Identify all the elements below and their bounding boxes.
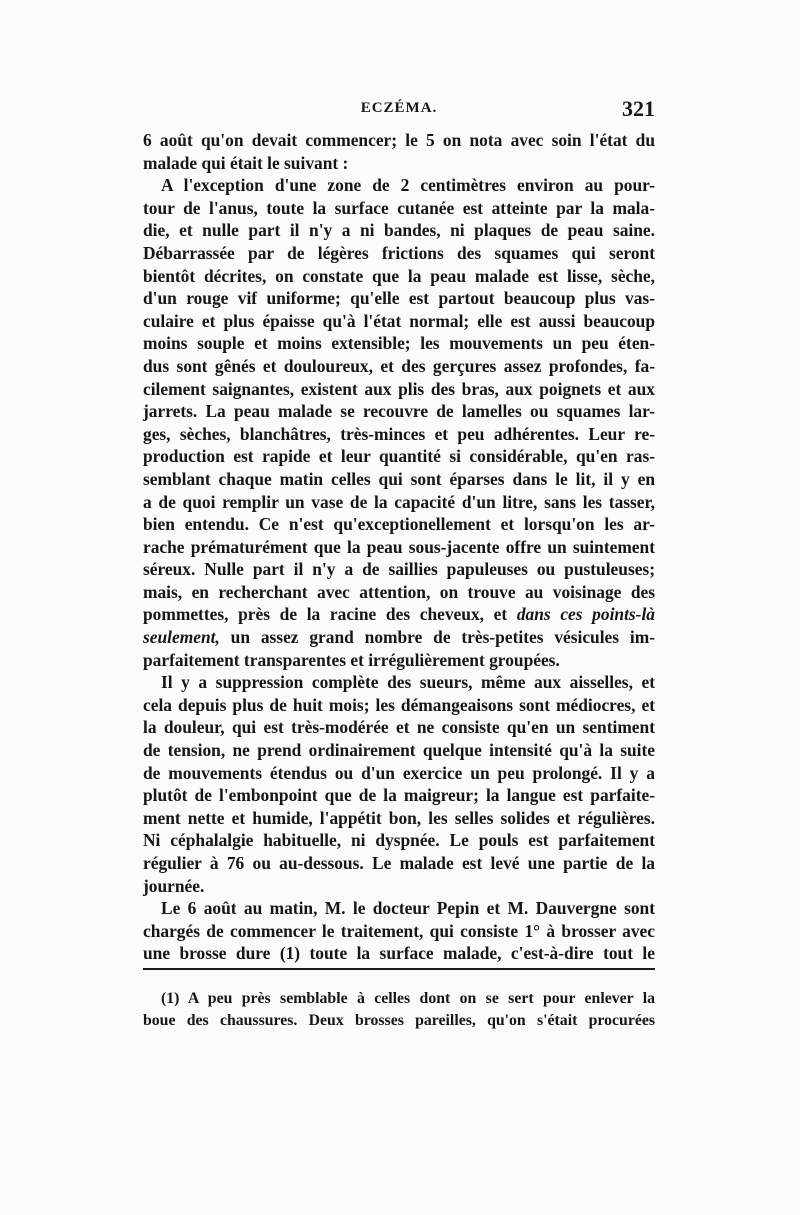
- text-line: cela depuis plus de huit mois; les démangeaisons sont médiocres, et: [143, 694, 655, 715]
- running-title: ECZÉMA.: [360, 100, 438, 116]
- text-line: dus sont gênés et douloureux, et des gerçures assez profondes, fa-: [143, 355, 655, 376]
- text-line: bien entendu. Ce n'est qu'exceptionellement et lorsqu'on les ar-: [143, 514, 655, 535]
- text-line: plutôt de l'embonpoint que de la maigreur; la langue est parfaite-: [143, 785, 655, 806]
- text-line: die, et nulle part il n'y a ni bandes, ni plaques de peau saine.: [143, 220, 655, 241]
- text-line: ment nette et humide, l'appétit bon, les selles solides et régulières.: [143, 807, 655, 828]
- page-number: 321: [622, 96, 655, 121]
- text-line: Il y a suppression complète des sueurs, même aux aisselles, et: [161, 672, 655, 693]
- text-line: cilement saignantes, existent aux plis des bras, aux poignets et aux: [143, 378, 655, 399]
- footnote-rule: [143, 968, 655, 970]
- text-line: seulement, un assez grand nombre de très-petites vésicules im-: [143, 627, 655, 648]
- footnote-line: boue des chaussures. Deux brosses pareilles, qu'on s'était procurées: [143, 1012, 655, 1029]
- text-line: semblant chaque matin celles qui sont éparses dans le lit, il y en: [143, 468, 655, 489]
- text-line: une brosse dure (1) toute la surface malade, c'est-à-dire tout le: [143, 943, 655, 964]
- text-line: mais, en recherchant avec attention, on trouve au voisinage des: [143, 581, 655, 602]
- text-line: tour de l'anus, toute la surface cutanée est atteinte par la mala-: [143, 197, 655, 218]
- text-line: la douleur, qui est très-modérée et ne consiste qu'en un sentiment: [143, 717, 655, 738]
- text-line: Le 6 août au matin, M. le docteur Pepin et M. Dauvergne sont: [161, 898, 655, 919]
- text-segment: pommettes, près de la racine des cheveux, et dans ces points-là: [143, 604, 655, 625]
- running-head: [143, 96, 655, 126]
- text-line: Ni céphalalgie habituelle, ni dyspnée. Le pouls est parfaitement: [143, 830, 655, 851]
- text-line: Débarrassée par de légères frictions des squames qui seront: [143, 242, 655, 263]
- text-line-italic-phrase: [143, 603, 655, 626]
- text-line: 6 août qu'on devait commencer; le 5 on nota avec soin l'état du: [143, 130, 655, 150]
- text-line: jarrets. La peau malade se recouvre de lamelles ou squames lar-: [143, 401, 655, 422]
- text-line: ges, sèches, blanchâtres, très-minces et peu adhérentes. Leur re-: [143, 423, 655, 444]
- text-line: régulier à 76 ou au-dessous. Le malade est levé une partie de la: [143, 853, 655, 873]
- text-line: rache prématurément que la peau sous-jacente offre un suintement: [143, 536, 655, 557]
- text-line: a de quoi remplir un vase de la capacité d'un litre, sans les tasser,: [143, 491, 655, 512]
- text-line: bientôt décrites, on constate que la peau malade est lisse, sèche,: [143, 265, 655, 286]
- text-line: séreux. Nulle part il n'y a de saillies papuleuses ou pustuleuses;: [143, 559, 655, 580]
- text-line: de mouvements étendus ou d'un exercice un peu prolongé. Il y a: [143, 762, 655, 783]
- footnote-line: (1) A peu près semblable à celles dont on se sert pour enlever la: [161, 990, 655, 1007]
- text-line: journée.: [143, 875, 205, 896]
- text-line: de tension, ne prend ordinairement quelque intensité qu'à la suite: [143, 740, 655, 761]
- text-line: production est rapide et leur quantité si considérable, qu'en ras-: [143, 446, 655, 467]
- footnote: [143, 988, 655, 1032]
- text-line: d'un rouge vif uniforme; qu'elle est partout beaucoup plus vas-: [143, 288, 655, 309]
- text-line: A l'exception d'une zone de 2 centimètres environ au pour-: [161, 175, 655, 196]
- text-line: chargés de commencer le traitement, qui consiste 1° à brosser avec: [143, 920, 655, 941]
- text-line: parfaitement transparentes et irrégulièrement groupées.: [143, 649, 560, 670]
- text-line: culaire et plus épaisse qu'à l'état normal; elle est aussi beaucoup: [143, 310, 655, 331]
- text-line: malade qui était le suivant :: [143, 152, 349, 173]
- body-text: [143, 129, 655, 965]
- text-line: moins souple et moins extensible; les mouvements un peu éten-: [143, 333, 655, 354]
